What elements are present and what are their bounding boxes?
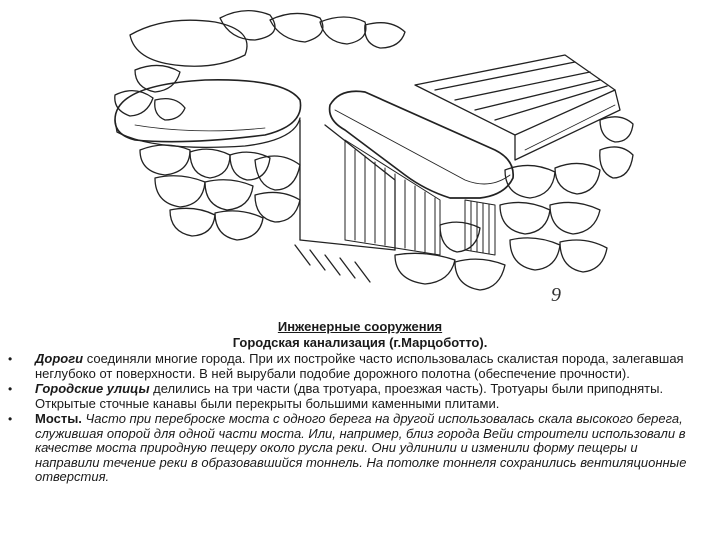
bullet-roads (0, 352, 720, 381)
bullet-streets (0, 382, 720, 411)
bullet-term: Городские улицы (35, 381, 150, 396)
bullet-text: делились на три части (два тротуара, проезжая часть). Тротуары были приподняты. Открытые сточные канавы были перекрыты большими каменными плитами. (35, 381, 664, 411)
bullet-list (0, 352, 720, 485)
bullet-dot-icon: • (8, 412, 13, 426)
figure-number: 9 (551, 284, 561, 306)
caption-subtitle: Городская канализация (г.Марцоботто). (232, 335, 488, 350)
bullet-dot-icon: • (8, 352, 13, 366)
sewer-structure-sketch-icon (95, 0, 635, 318)
bullet-text: Часто при переброске моста с одного берега на другой использовалась скала высокого берега, служившая опорой для одной части моста. Или, например, близ города Вейи строители использовали в качестве моста природную пещеру около русла реки. Они удлинили и изменили форму пещеры и направили течение реки в образовавшийся тоннель. На потолке тоннеля сохранились вентиляционные отверстия. (35, 411, 687, 484)
bullet-term: Мосты. (35, 411, 82, 426)
bullet-term: Дороги (35, 351, 84, 366)
bullet-dot-icon: • (8, 382, 13, 396)
caption (0, 319, 720, 351)
caption-title: Инженерные сооружения (277, 319, 443, 334)
sewer-illustration (95, 0, 635, 318)
bullet-text: соединяли многие города. При их постройке часто использовалась скалистая порода, залегавшая неглубоко от поверхности. В ней вырубали подобие дорожного полотна (обеспечение прочности). (35, 351, 684, 381)
bullet-bridges (0, 412, 720, 485)
